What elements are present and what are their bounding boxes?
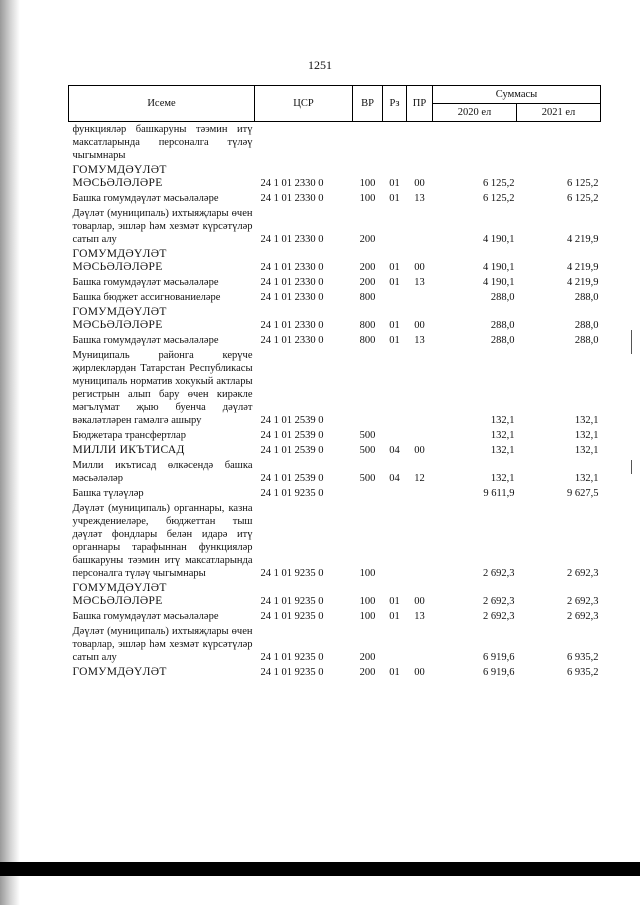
name-cell: Башка гомумдәүләт мәсьәләләре	[72, 277, 219, 288]
csr-cell: 24 1 01 9235 0	[260, 568, 324, 579]
name-cell: Дәүләт (муниципаль) органнары, казна учреждениеләре, бюджеттан тыш дәүләт фондлары белән идарә итү органнары тарафыннан функцияләр башкаруны тәэмин итү максатларында персоналга түләү чыгымнары	[72, 503, 253, 579]
amount-2020-cell: 6 125,2	[483, 178, 515, 189]
table-row	[69, 428, 601, 443]
vr-cell	[353, 486, 383, 501]
amount-2020-cell: 132,1	[490, 445, 515, 456]
amount-2021-cell: 4 219,9	[567, 234, 599, 245]
name-cell: Бюджетара трансфертлар	[72, 430, 186, 441]
pr-cell: 00	[414, 320, 425, 331]
table-row	[69, 163, 601, 191]
table-row	[69, 333, 601, 348]
amount-2021-cell	[517, 122, 601, 164]
amount-2020-cell: 6 125,2	[483, 193, 515, 204]
amount-2021-cell: 132,1	[574, 430, 599, 441]
csr-cell: 24 1 01 2330 0	[260, 178, 324, 189]
amount-2020-cell: 132,1	[490, 415, 515, 426]
rz-cell	[383, 501, 407, 581]
amount-2020-cell: 288,0	[490, 335, 515, 346]
vr-cell: 800	[359, 335, 376, 346]
pr-cell: 00	[414, 178, 425, 189]
csr-cell: 24 1 01 2539 0	[260, 445, 324, 456]
amount-2021-cell: 288,0	[574, 292, 599, 303]
pr-cell: 13	[414, 611, 425, 622]
vr-cell: 800	[359, 320, 376, 331]
pr-cell: 00	[414, 445, 425, 456]
amount-2020-cell: 4 190,1	[483, 234, 515, 245]
header-year-2020: 2020 ел	[433, 104, 517, 122]
table-row	[69, 665, 601, 680]
vr-cell: 100	[359, 596, 376, 607]
vr-cell: 200	[359, 234, 376, 245]
pr-cell: 00	[414, 596, 425, 607]
amount-2021-cell: 2 692,3	[567, 596, 599, 607]
amount-2021-cell: 288,0	[574, 335, 599, 346]
header-vr: ВР	[353, 86, 383, 122]
name-cell: Дәүләт (муниципаль) ихтыяҗлары өчен товарлар, эшләр һәм хезмәт күрсәтүләр сатып алу	[72, 626, 253, 663]
csr-cell: 24 1 01 2330 0	[260, 193, 324, 204]
amount-2020-cell: 2 692,3	[483, 568, 515, 579]
header-csr: ЦСР	[255, 86, 353, 122]
rz-cell	[383, 206, 407, 247]
rz-cell: 01	[389, 178, 400, 189]
csr-cell: 24 1 01 2330 0	[260, 320, 324, 331]
csr-cell: 24 1 01 2539 0	[260, 415, 324, 426]
vr-cell	[353, 122, 383, 164]
table-row	[69, 501, 601, 581]
vr-cell: 200	[359, 262, 376, 273]
amount-2021-cell: 4 219,9	[567, 277, 599, 288]
vr-cell: 200	[359, 667, 376, 678]
pr-cell: 13	[414, 193, 425, 204]
vr-cell: 100	[359, 611, 376, 622]
vr-cell: 200	[359, 277, 376, 288]
name-cell: МИЛЛИ ИКЪТИСАД	[72, 444, 185, 456]
pr-cell: 13	[414, 277, 425, 288]
amount-2021-cell: 9 627,5	[567, 488, 599, 499]
vr-cell: 500	[359, 430, 376, 441]
pr-cell	[407, 206, 433, 247]
name-cell: ГОМУМДӘҮЛӘТ МӘСЬӘЛӘЛӘРЕ	[72, 306, 167, 331]
pr-cell	[407, 122, 433, 164]
amount-2021-cell: 6 125,2	[567, 178, 599, 189]
header-year-2021: 2021 ел	[517, 104, 601, 122]
amount-2020-cell: 132,1	[490, 430, 515, 441]
amount-2020-cell: 4 190,1	[483, 262, 515, 273]
name-cell: Башка гомумдәүләт мәсьәләләре	[72, 335, 219, 346]
pr-cell: 00	[414, 667, 425, 678]
vr-cell: 100	[359, 568, 376, 579]
rz-cell: 01	[389, 335, 400, 346]
table-row	[69, 247, 601, 275]
name-cell: Башка бюджет ассигнованиеләре	[72, 292, 221, 303]
pr-cell: 12	[414, 473, 425, 484]
csr-cell: 24 1 01 9235 0	[260, 488, 324, 499]
csr-cell: 24 1 01 2330 0	[260, 262, 324, 273]
name-cell: Милли икътисад өлкәсендә башка мәсьәләләр	[72, 460, 253, 484]
csr-cell: 24 1 01 2330 0	[260, 292, 324, 303]
table-row	[69, 581, 601, 609]
name-cell: Дәүләт (муниципаль) ихтыяҗлары өчен товарлар, эшләр һәм хезмәт күрсәтүләр сатып алу	[72, 208, 253, 245]
table-row	[69, 443, 601, 458]
header-pr: ПР	[407, 86, 433, 122]
amount-2020-cell: 4 190,1	[483, 277, 515, 288]
name-cell: Башка гомумдәүләт мәсьәләләре	[72, 193, 219, 204]
page-number: 1251	[308, 58, 332, 72]
rz-cell: 04	[389, 445, 400, 456]
table-header	[69, 86, 601, 122]
amount-2020-cell	[433, 122, 517, 164]
table-body	[69, 122, 601, 681]
scan-bottom-bar	[0, 862, 640, 876]
vr-cell: 500	[359, 445, 376, 456]
rz-cell: 04	[389, 473, 400, 484]
rz-cell: 01	[389, 667, 400, 678]
amount-2020-cell: 9 611,9	[483, 488, 515, 499]
rz-cell: 01	[389, 611, 400, 622]
rz-cell: 01	[389, 262, 400, 273]
name-cell: ГОМУМДӘҮЛӘТ	[72, 666, 167, 678]
csr-cell: 24 1 01 9235 0	[260, 667, 324, 678]
csr-cell: 24 1 01 2330 0	[260, 234, 324, 245]
table-row	[69, 624, 601, 665]
table-row	[69, 122, 601, 164]
pr-cell	[407, 486, 433, 501]
vr-cell: 200	[359, 652, 376, 663]
name-cell: Башка гомумдәүләт мәсьәләләре	[72, 611, 219, 622]
rz-cell	[383, 428, 407, 443]
header-name: Исеме	[69, 86, 255, 122]
scan-left-edge-shadow	[0, 0, 20, 905]
table-row	[69, 348, 601, 428]
name-cell: функцияләр башкаруны тәэмин итү максатларында персоналга түләү чыгымнары	[72, 124, 253, 161]
rz-cell	[383, 122, 407, 164]
rz-cell: 01	[389, 193, 400, 204]
pr-cell: 13	[414, 335, 425, 346]
table-row	[69, 486, 601, 501]
budget-table	[68, 85, 601, 680]
amount-2021-cell: 6 935,2	[567, 652, 599, 663]
table-row	[69, 290, 601, 305]
rz-cell: 01	[389, 320, 400, 331]
amount-2020-cell: 6 919,6	[483, 652, 515, 663]
pr-cell	[407, 501, 433, 581]
rz-cell	[383, 348, 407, 428]
amount-2020-cell: 2 692,3	[483, 611, 515, 622]
vr-cell: 500	[359, 473, 376, 484]
table-row	[69, 609, 601, 624]
amount-2020-cell: 2 692,3	[483, 596, 515, 607]
csr-cell: 24 1 01 9235 0	[260, 611, 324, 622]
table-row	[69, 458, 601, 486]
scan-right-mark	[631, 330, 632, 354]
csr-cell: 24 1 01 2330 0	[260, 277, 324, 288]
pr-cell	[407, 624, 433, 665]
rz-cell	[383, 290, 407, 305]
pr-cell	[407, 290, 433, 305]
amount-2021-cell: 288,0	[574, 320, 599, 331]
amount-2021-cell: 2 692,3	[567, 568, 599, 579]
pr-cell	[407, 348, 433, 428]
csr-cell: 24 1 01 2330 0	[260, 335, 324, 346]
amount-2021-cell: 6 125,2	[567, 193, 599, 204]
csr-cell: 24 1 01 9235 0	[260, 652, 324, 663]
rz-cell: 01	[389, 277, 400, 288]
vr-cell: 100	[359, 193, 376, 204]
csr-cell: 24 1 01 9235 0	[260, 596, 324, 607]
table-row	[69, 305, 601, 333]
rz-cell: 01	[389, 596, 400, 607]
table-row	[69, 191, 601, 206]
pr-cell: 00	[414, 262, 425, 273]
amount-2021-cell: 2 692,3	[567, 611, 599, 622]
vr-cell: 800	[359, 292, 376, 303]
table-row	[69, 206, 601, 247]
pr-cell	[407, 428, 433, 443]
vr-cell: 100	[359, 178, 376, 189]
header-rz: Рз	[383, 86, 407, 122]
amount-2020-cell: 288,0	[490, 292, 515, 303]
amount-2020-cell: 6 919,6	[483, 667, 515, 678]
name-cell: ГОМУМДӘҮЛӘТ МӘСЬӘЛӘЛӘРЕ	[72, 164, 167, 189]
amount-2021-cell: 132,1	[574, 415, 599, 426]
amount-2021-cell: 132,1	[574, 445, 599, 456]
amount-2020-cell: 288,0	[490, 320, 515, 331]
csr-cell	[255, 122, 353, 164]
rz-cell	[383, 624, 407, 665]
rz-cell	[383, 486, 407, 501]
amount-2020-cell: 132,1	[490, 473, 515, 484]
header-sums: Суммасы	[433, 86, 601, 104]
scan-right-mark	[631, 460, 632, 474]
amount-2021-cell: 4 219,9	[567, 262, 599, 273]
table-row	[69, 275, 601, 290]
vr-cell	[353, 348, 383, 428]
csr-cell: 24 1 01 2539 0	[260, 473, 324, 484]
amount-2021-cell: 132,1	[574, 473, 599, 484]
name-cell: ГОМУМДӘҮЛӘТ МӘСЬӘЛӘЛӘРЕ	[72, 248, 167, 273]
name-cell: ГОМУМДӘҮЛӘТ МӘСЬӘЛӘЛӘРЕ	[72, 582, 167, 607]
name-cell: Муниципаль районга керүче җирлекләрдән Татарстан Республикасы муниципаль норматив хокукый актлары регистрын алып бару өчен кирәкле мәгълүмат җыю буенча дәүләт вәкаләтләрен гамәлгә ашыру	[72, 350, 253, 426]
csr-cell: 24 1 01 2539 0	[260, 430, 324, 441]
name-cell: Башка түләүләр	[72, 488, 144, 499]
amount-2021-cell: 6 935,2	[567, 667, 599, 678]
